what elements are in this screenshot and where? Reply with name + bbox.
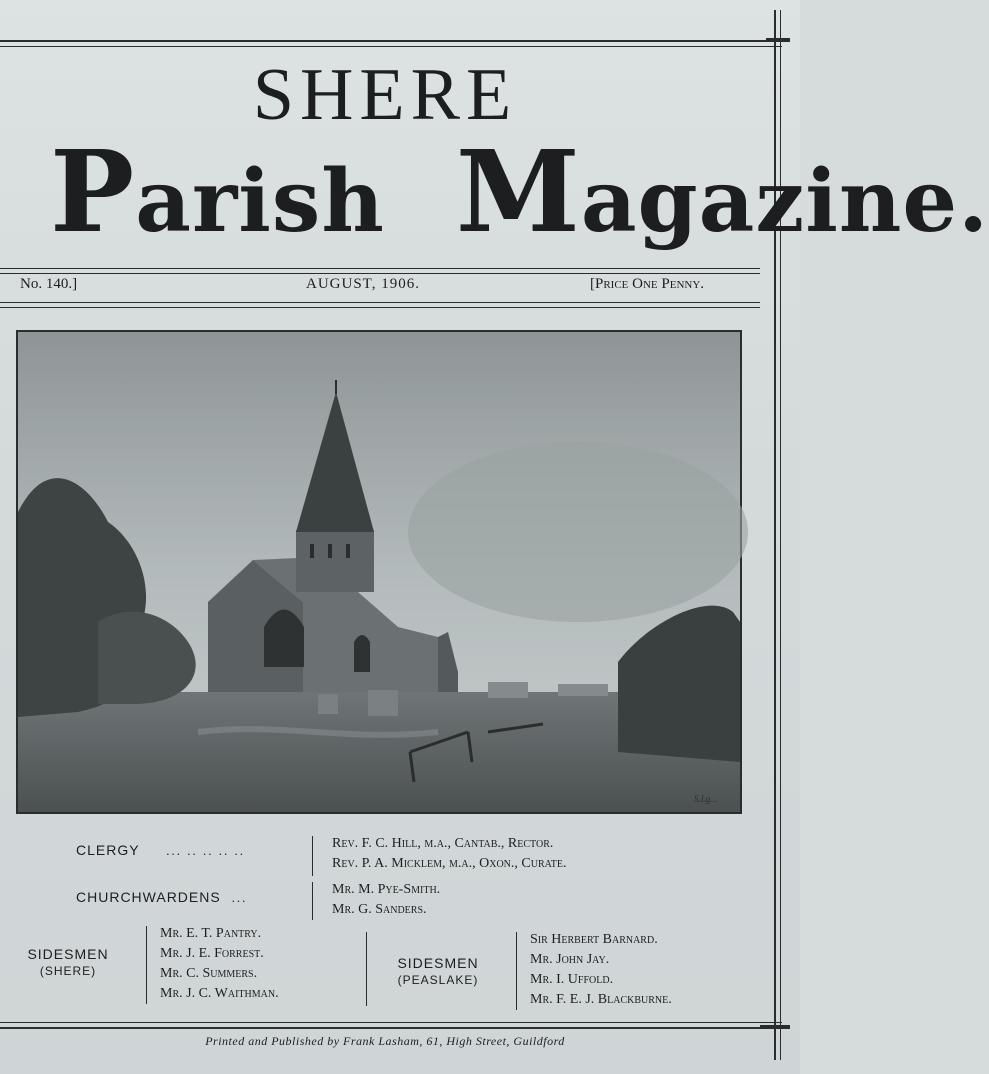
- cloud: [408, 442, 748, 622]
- sidesman-shere-1: Mr. E. T. Pantry.: [160, 926, 262, 941]
- churchwarden-2: Mr. G. Sanders.: [332, 902, 427, 917]
- masthead-title: [50, 127, 989, 268]
- sidesmen-peaslake-names: [530, 930, 672, 1010]
- masthead-shere: SHERE: [252, 54, 518, 136]
- parish-word: arish: [135, 151, 385, 252]
- header-rule-1: [0, 268, 760, 269]
- sidesman-shere-4: Mr. J. C. Waithman.: [160, 986, 279, 1001]
- printer-imprint: Printed and Published by Frank Lasham, 61, High Street, Guildford: [205, 1034, 565, 1048]
- issue-price: [Price One Penny.: [590, 276, 705, 292]
- header-rule-2: [0, 273, 760, 274]
- sidesman-shere-2: Mr. J. E. Forrest.: [160, 946, 264, 961]
- sidesman-peaslake-2: Mr. John Jay.: [530, 952, 610, 967]
- sidesmen-peaslake-place: (PEASLAKE): [397, 973, 479, 987]
- belfry-opening: [328, 544, 332, 558]
- belfry-opening: [346, 544, 350, 558]
- church-engraving: [18, 332, 740, 812]
- sidesmen-divider: [366, 932, 367, 1006]
- clergy-names: [332, 834, 566, 874]
- sidesmen-shere-place: (SHERE): [39, 964, 97, 978]
- magazine-initial: M: [455, 127, 581, 258]
- header-rule-3: [0, 302, 760, 303]
- sidesman-peaslake-3: Mr. I. Uffold.: [530, 972, 614, 987]
- churchwardens-label: CHURCHWARDENS ...: [76, 889, 248, 905]
- sidesmen-peaslake-brace: [516, 932, 517, 1010]
- clergy-brace: [312, 836, 313, 876]
- sidesman-peaslake-4: Mr. F. E. J. Blackburne.: [530, 992, 672, 1007]
- clergy-rector: Rev. F. C. Hill, m.a., Cantab., Rector.: [332, 836, 554, 851]
- magazine-word: agazine.: [580, 151, 989, 252]
- bottom-rule: [0, 1022, 782, 1023]
- engraver-signature: S.Lg...: [694, 794, 718, 804]
- village-houses: [488, 682, 528, 698]
- churchwardens-brace: [312, 882, 313, 920]
- header-rule-4: [0, 307, 760, 308]
- church-illustration: [16, 330, 742, 814]
- issue-date: AUGUST, 1906.: [306, 276, 420, 292]
- bottom-rule-thick: [0, 1027, 782, 1029]
- churchwarden-1: Mr. M. Pye-Smith.: [332, 882, 441, 897]
- side-window: [354, 635, 370, 672]
- clergy-label: CLERGY ... .. .. .. ..: [76, 842, 245, 858]
- parish-initial: P: [50, 127, 136, 258]
- leader-dots: ...: [231, 890, 248, 905]
- sidesman-shere-3: Mr. C. Summers.: [160, 966, 258, 981]
- clergy-curate: Rev. P. A. Micklem, m.a., Oxon., Curate.: [332, 856, 567, 871]
- sidesman-peaslake-1: Sir Herbert Barnard.: [530, 932, 658, 947]
- gothic-window: [264, 610, 304, 668]
- top-rule-thin: [0, 46, 782, 47]
- issue-number: No. 140.]: [20, 276, 78, 292]
- sidesmen-shere-label: SIDESMEN (SHERE): [18, 946, 118, 978]
- sidesmen-shere-brace: [146, 926, 147, 1004]
- tombstone: [318, 694, 338, 714]
- top-rule: [0, 40, 782, 42]
- sidesmen-shere-names: [160, 924, 279, 1004]
- leader-dots: ... .. .. .. ..: [166, 843, 245, 858]
- village-houses: [558, 684, 608, 696]
- sidesmen-peaslake-label: SIDESMEN (PEASLAKE): [380, 955, 496, 987]
- corner-ornament-bottom: [760, 1025, 790, 1029]
- tombstone: [368, 690, 398, 716]
- corner-ornament-top: [766, 38, 790, 42]
- belfry-opening: [310, 544, 314, 558]
- church-tower: [296, 530, 374, 592]
- churchwardens-names: [332, 880, 440, 920]
